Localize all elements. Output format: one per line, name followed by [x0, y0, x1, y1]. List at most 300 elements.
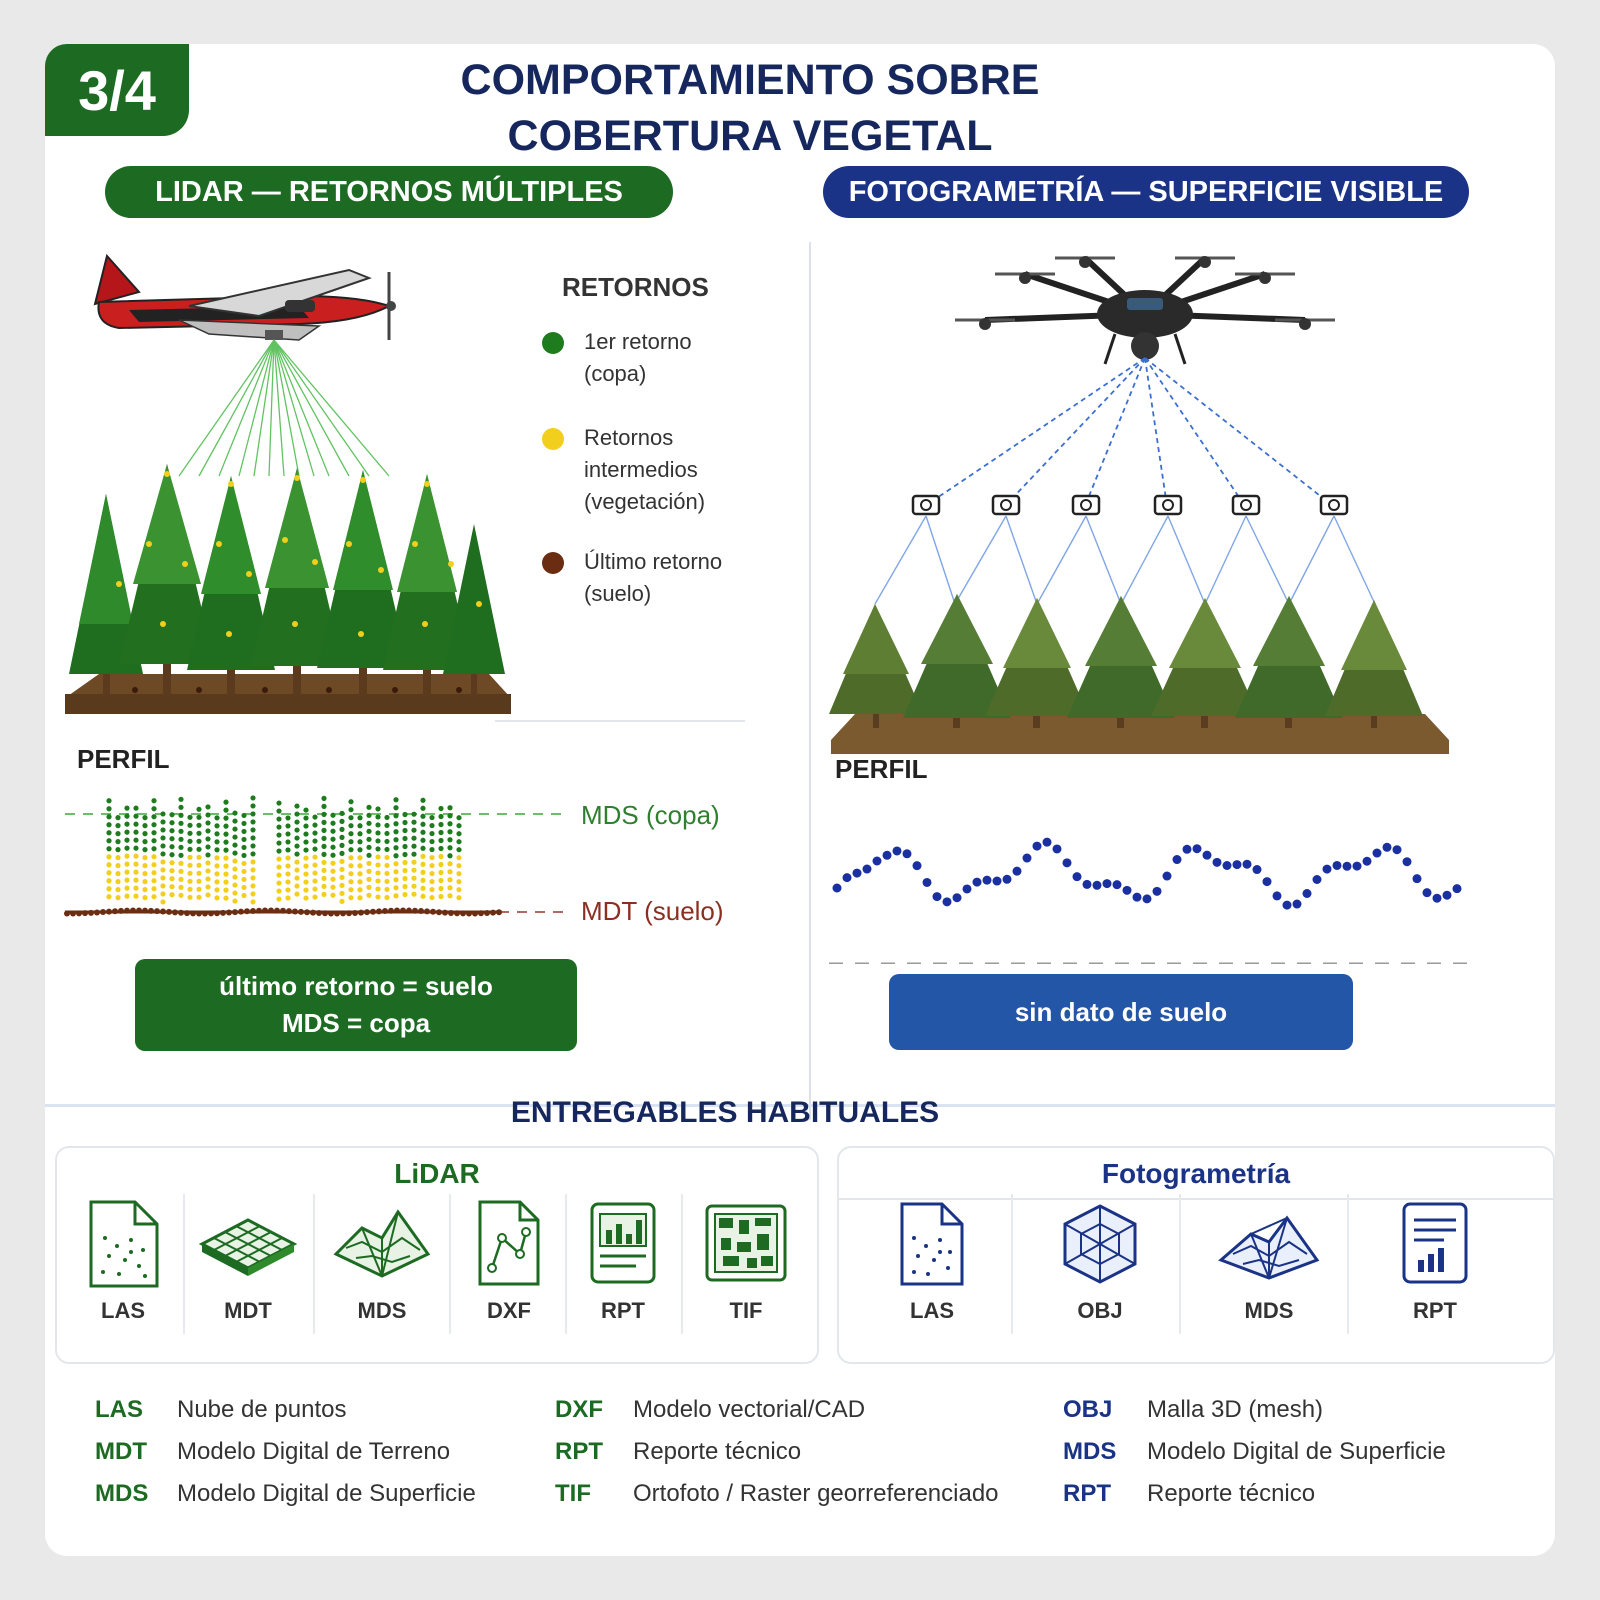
surface-point: [943, 897, 952, 906]
lidar-return-point: [205, 812, 210, 817]
surface-point: [1413, 874, 1422, 883]
ground-return-point: [220, 910, 226, 916]
lidar-return-point: [223, 840, 228, 845]
surface-point: [1173, 855, 1182, 864]
lidar-return-point: [232, 898, 237, 903]
lidar-return-point: [330, 869, 335, 874]
lidar-return-point: [205, 836, 210, 841]
icon-separator: [565, 1194, 567, 1334]
lidar-return-point: [312, 870, 317, 875]
lidar-return-point: [348, 895, 353, 900]
lidar-return-point: [411, 876, 416, 881]
lidar-return-point: [348, 799, 353, 804]
vector-cad-file-icon: [474, 1198, 544, 1288]
legend-divider: [495, 720, 745, 722]
surface-point: [1403, 857, 1412, 866]
lidar-return-point: [169, 852, 174, 857]
lidar-return-point: [429, 887, 434, 892]
lidar-return-point: [303, 847, 308, 852]
glossary-desc: Modelo Digital de Terreno: [177, 1438, 451, 1465]
lidar-return-point: [384, 823, 389, 828]
lidar-return-point: [438, 894, 443, 899]
ground-return-point: [208, 910, 214, 916]
deliverable-lidar-mds: [327, 1186, 437, 1344]
lidar-return-point: [151, 886, 156, 891]
green-dot-icon: [542, 332, 564, 354]
surface-point: [1053, 844, 1062, 853]
lidar-return-point: [429, 831, 434, 836]
lidar-return-point: [223, 872, 228, 877]
lidar-return-point: [321, 828, 326, 833]
lidar-return-point: [393, 813, 398, 818]
lidar-return-point: [321, 844, 326, 849]
lidar-return-point: [294, 859, 299, 864]
surface-point: [1373, 849, 1382, 858]
lidar-return-point: [330, 813, 335, 818]
lidar-return-point: [115, 855, 120, 860]
lidar-return-point: [160, 843, 165, 848]
lidar-return-point: [214, 823, 219, 828]
surface-point: [1423, 888, 1432, 897]
surface-point: [1363, 857, 1372, 866]
lidar-return-point: [375, 854, 380, 859]
lidar-return-point: [250, 843, 255, 848]
lidar-return-point: [366, 885, 371, 890]
surface-point: [963, 884, 972, 893]
lidar-return-point: [241, 893, 246, 898]
surface-point: [933, 892, 942, 901]
lidar-return-point: [196, 879, 201, 884]
ground-return-point: [166, 909, 172, 915]
lidar-return-point: [223, 800, 228, 805]
ground-return-point: [292, 908, 298, 914]
raster-map-icon: [703, 1198, 789, 1288]
lidar-return-point: [375, 814, 380, 819]
lidar-return-point: [348, 879, 353, 884]
lidar-return-point: [357, 847, 362, 852]
surface-point: [1433, 894, 1442, 903]
lidar-return-point: [312, 822, 317, 827]
legend-title: RETORNOS: [562, 272, 709, 302]
surface-point: [1393, 845, 1402, 854]
lidar-return-point: [241, 885, 246, 890]
lidar-return-point: [339, 835, 344, 840]
lidar-return-point: [366, 813, 371, 818]
lidar-return-point: [366, 821, 371, 826]
lidar-return-point: [456, 831, 461, 836]
surface-model-icon: [332, 1198, 432, 1288]
lidar-return-point: [106, 894, 111, 899]
lidar-return-point: [160, 835, 165, 840]
lidar-return-point: [169, 892, 174, 897]
lidar-return-point: [375, 846, 380, 851]
lidar-return-point: [124, 862, 129, 867]
lidar-return-point: [357, 887, 362, 892]
glossary-code: RPT: [555, 1438, 603, 1465]
glossary-code: TIF: [555, 1480, 591, 1507]
lidar-return-point: [133, 886, 138, 891]
lidar-return-point: [411, 892, 416, 897]
surface-point: [973, 878, 982, 887]
lidar-return-point: [339, 811, 344, 816]
surface-point: [1103, 879, 1112, 888]
lidar-return-point: [124, 838, 129, 843]
lidar-return-point: [250, 867, 255, 872]
lidar-return-point: [411, 836, 416, 841]
lidar-return-point: [187, 831, 192, 836]
lidar-return-point: [124, 822, 129, 827]
surface-point: [1213, 858, 1222, 867]
lidar-return-point: [285, 887, 290, 892]
lidar-return-point: [106, 870, 111, 875]
lidar-return-point: [375, 830, 380, 835]
lidar-return-point: [339, 827, 344, 832]
lidar-return-point: [115, 879, 120, 884]
icon-separator: [681, 1194, 683, 1334]
lidar-return-point: [276, 872, 281, 877]
lidar-return-point: [303, 855, 308, 860]
lidar-return-point: [357, 831, 362, 836]
ground-return-point: [70, 910, 76, 916]
surface-point: [863, 865, 872, 874]
glossary-code: RPT: [1063, 1480, 1111, 1507]
lidar-return-point: [303, 871, 308, 876]
lidar-return-point: [241, 877, 246, 882]
photogrammetry-forest: [829, 594, 1423, 728]
lidar-return-point: [160, 867, 165, 872]
ground-return-point: [184, 910, 190, 916]
ground-return-point: [142, 908, 148, 914]
legend-item-intermediate: [542, 422, 705, 518]
lidar-return-point: [438, 886, 443, 891]
lidar-return-point: [384, 879, 389, 884]
lidar-return-point: [348, 807, 353, 812]
lidar-return-point: [429, 871, 434, 876]
lidar-return-point: [151, 862, 156, 867]
lidar-return-point: [133, 854, 138, 859]
lidar-return-point: [106, 854, 111, 859]
lidar-return-point: [214, 839, 219, 844]
photogrammetry-profile-label: PERFIL: [835, 754, 928, 784]
ground-return-point: [82, 910, 88, 916]
lidar-return-point: [393, 869, 398, 874]
ground-return-point: [436, 909, 442, 915]
lidar-return-point: [133, 830, 138, 835]
lidar-return-point: [151, 830, 156, 835]
surface-point: [1093, 881, 1102, 890]
ground-return-point: [76, 910, 82, 916]
lidar-return-point: [169, 876, 174, 881]
lidar-return-point: [429, 847, 434, 852]
lidar-return-point: [429, 895, 434, 900]
lidar-return-point: [429, 879, 434, 884]
surface-point: [1283, 901, 1292, 910]
surface-point: [1063, 858, 1072, 867]
ground-return-point: [412, 908, 418, 914]
lidar-return-point: [160, 811, 165, 816]
lidar-return-point: [411, 852, 416, 857]
lidar-return-point: [366, 829, 371, 834]
lidar-return-point: [250, 827, 255, 832]
lidar-return-point: [232, 858, 237, 863]
lidar-return-point: [178, 885, 183, 890]
ground-return-point: [268, 908, 274, 914]
deliverables-title: ENTREGABLES HABITUALES: [510, 1096, 940, 1129]
lidar-return-point: [196, 839, 201, 844]
lidar-return-point: [366, 869, 371, 874]
lidar-return-point: [250, 859, 255, 864]
surface-point: [903, 849, 912, 858]
lidar-return-point: [160, 883, 165, 888]
ground-return-point: [274, 908, 280, 914]
lidar-return-point: [196, 895, 201, 900]
lidar-return-point: [294, 811, 299, 816]
lidar-return-point: [339, 883, 344, 888]
lidar-return-point: [312, 814, 317, 819]
lidar-return-point: [205, 876, 210, 881]
surface-point: [1443, 891, 1452, 900]
deliverable-photo-mds: [1209, 1186, 1329, 1344]
lidar-return-point: [348, 823, 353, 828]
report-document-icon: [1398, 1198, 1472, 1288]
lidar-return-point: [241, 829, 246, 834]
lidar-return-point: [205, 868, 210, 873]
lidar-return-point: [303, 831, 308, 836]
lidar-return-point: [447, 845, 452, 850]
lidar-return-point: [420, 846, 425, 851]
lidar-return-point: [160, 875, 165, 880]
lidar-return-point: [438, 822, 443, 827]
lidar-return-point: [375, 886, 380, 891]
lidar-forest: [69, 464, 505, 696]
lidar-return-point: [178, 845, 183, 850]
lidar-return-point: [348, 839, 353, 844]
lidar-return-point: [321, 892, 326, 897]
lidar-return-point: [151, 814, 156, 819]
lidar-return-point: [133, 894, 138, 899]
lidar-return-point: [151, 798, 156, 803]
lidar-return-point: [178, 869, 183, 874]
lidar-return-point: [402, 884, 407, 889]
lidar-return-point: [438, 854, 443, 859]
lidar-return-point: [393, 885, 398, 890]
lidar-summary-line-2: MDS = copa: [281, 1008, 431, 1038]
lidar-return-point: [214, 871, 219, 876]
lidar-return-point: [142, 871, 147, 876]
icon-separator: [183, 1194, 185, 1334]
lidar-return-point: [456, 887, 461, 892]
lidar-return-point: [447, 893, 452, 898]
lidar-return-point: [429, 823, 434, 828]
lidar-summary-box: [135, 959, 577, 1051]
lidar-return-point: [124, 870, 129, 875]
lidar-return-point: [178, 805, 183, 810]
lidar-return-point: [429, 855, 434, 860]
airplane-icon: [95, 256, 396, 340]
lidar-return-point: [160, 899, 165, 904]
lidar-return-point: [241, 813, 246, 818]
lidar-return-point: [438, 814, 443, 819]
lidar-return-point: [420, 798, 425, 803]
lidar-return-point: [276, 816, 281, 821]
lidar-return-point: [321, 860, 326, 865]
photogrammetry-summary-text: sin dato de suelo: [1014, 996, 1228, 1027]
lidar-return-point: [142, 839, 147, 844]
ground-return-point: [100, 909, 106, 915]
lidar-return-point: [250, 899, 255, 904]
lidar-return-point: [321, 868, 326, 873]
lidar-return-point: [285, 815, 290, 820]
ground-return-point: [490, 910, 496, 916]
glossary-code: DXF: [555, 1396, 603, 1423]
lidar-return-point: [303, 807, 308, 812]
lidar-return-point: [330, 837, 335, 842]
lidar-return-point: [438, 830, 443, 835]
ground-return-point: [346, 910, 352, 916]
lidar-return-point: [142, 895, 147, 900]
lidar-return-point: [187, 863, 192, 868]
lidar-return-point: [142, 847, 147, 852]
ground-return-point: [214, 910, 220, 916]
lidar-header: LIDAR — RETORNOS MÚLTIPLES: [105, 166, 673, 218]
lidar-return-point: [321, 852, 326, 857]
surface-point: [1313, 875, 1322, 884]
lidar-return-point: [250, 795, 255, 800]
lidar-return-point: [178, 877, 183, 882]
lidar-return-point: [447, 877, 452, 882]
lidar-return-point: [276, 840, 281, 845]
icon-separator: [313, 1194, 315, 1334]
lidar-return-point: [375, 878, 380, 883]
lidar-return-point: [420, 862, 425, 867]
lidar-return-point: [294, 843, 299, 848]
lidar-return-point: [339, 859, 344, 864]
lidar-return-point: [285, 823, 290, 828]
lidar-return-point: [447, 829, 452, 834]
lidar-return-point: [106, 806, 111, 811]
lidar-return-point: [384, 895, 389, 900]
deliverable-label: RPT: [601, 1298, 645, 1323]
lidar-return-point: [160, 827, 165, 832]
lidar-return-point: [115, 831, 120, 836]
lidar-return-point: [303, 895, 308, 900]
lidar-return-point: [169, 836, 174, 841]
ground-return-point: [196, 910, 202, 916]
lidar-return-point: [106, 838, 111, 843]
surface-point: [1113, 880, 1122, 889]
lidar-return-point: [456, 847, 461, 852]
glossary-desc: Malla 3D (mesh): [1147, 1396, 1324, 1423]
lidar-return-point: [241, 821, 246, 826]
lidar-return-point: [357, 871, 362, 876]
lidar-return-point: [348, 815, 353, 820]
surface-point: [1143, 894, 1152, 903]
lidar-return-point: [214, 863, 219, 868]
lidar-return-point: [330, 845, 335, 850]
lidar-return-point: [393, 837, 398, 842]
lidar-return-point: [294, 803, 299, 808]
title-line-2: COBERTURA VEGETAL: [507, 112, 993, 160]
surface-point: [853, 869, 862, 878]
surface-point: [1293, 900, 1302, 909]
lidar-return-point: [214, 847, 219, 852]
lidar-return-point: [250, 875, 255, 880]
lidar-return-point: [393, 821, 398, 826]
lidar-return-point: [339, 843, 344, 848]
lidar-return-point: [169, 828, 174, 833]
lidar-return-point: [447, 869, 452, 874]
ground-return-point: [406, 908, 412, 914]
lidar-summary-line-1: último retorno = suelo: [219, 971, 493, 1001]
lidar-return-point: [151, 846, 156, 851]
lidar-return-point: [196, 887, 201, 892]
lidar-return-point: [456, 855, 461, 860]
lidar-return-point: [411, 884, 416, 889]
lidar-return-point: [232, 810, 237, 815]
lidar-return-point: [285, 839, 290, 844]
infographic-card: [45, 44, 1555, 1556]
lidar-return-point: [357, 823, 362, 828]
lidar-return-point: [348, 855, 353, 860]
lidar-return-point: [196, 815, 201, 820]
lidar-return-point: [393, 829, 398, 834]
lidar-return-point: [223, 816, 228, 821]
lidar-return-point: [357, 863, 362, 868]
lidar-return-point: [366, 877, 371, 882]
legend-item-first-return: [542, 326, 692, 390]
lidar-return-point: [438, 862, 443, 867]
lidar-return-point: [106, 798, 111, 803]
lidar-return-point: [384, 887, 389, 892]
surface-point: [1303, 889, 1312, 898]
lidar-return-point: [420, 894, 425, 899]
ground-return-point: [382, 908, 388, 914]
deliverable-lidar-mdt: [193, 1186, 303, 1344]
lidar-profile-label: PERFIL: [77, 744, 170, 774]
lidar-return-point: [429, 815, 434, 820]
lidar-return-point: [339, 899, 344, 904]
lidar-return-point: [232, 834, 237, 839]
lidar-return-point: [115, 863, 120, 868]
lidar-return-point: [276, 832, 281, 837]
page-title: [345, 52, 1155, 164]
lidar-return-point: [348, 847, 353, 852]
lidar-return-point: [178, 797, 183, 802]
glossary-desc: Modelo vectorial/CAD: [633, 1396, 866, 1423]
lidar-return-point: [420, 870, 425, 875]
surface-point: [1073, 872, 1082, 881]
lidar-return-point: [250, 819, 255, 824]
lidar-return-point: [250, 811, 255, 816]
lidar-return-point: [205, 884, 210, 889]
surface-point: [1183, 845, 1192, 854]
lidar-return-point: [133, 838, 138, 843]
surface-point: [1233, 860, 1242, 869]
column-divider: [809, 242, 811, 1120]
lidar-return-point: [438, 878, 443, 883]
point-cloud-file-icon: [892, 1198, 972, 1288]
surface-point: [893, 846, 902, 855]
lidar-return-point: [151, 838, 156, 843]
lidar-return-point: [187, 871, 192, 876]
ground-return-point: [496, 909, 502, 915]
lidar-return-point: [196, 847, 201, 852]
ground-return-point: [226, 910, 232, 916]
lidar-return-point: [187, 847, 192, 852]
deliverable-lidar-dxf: [459, 1186, 559, 1344]
lidar-return-point: [196, 807, 201, 812]
lidar-return-point: [402, 852, 407, 857]
